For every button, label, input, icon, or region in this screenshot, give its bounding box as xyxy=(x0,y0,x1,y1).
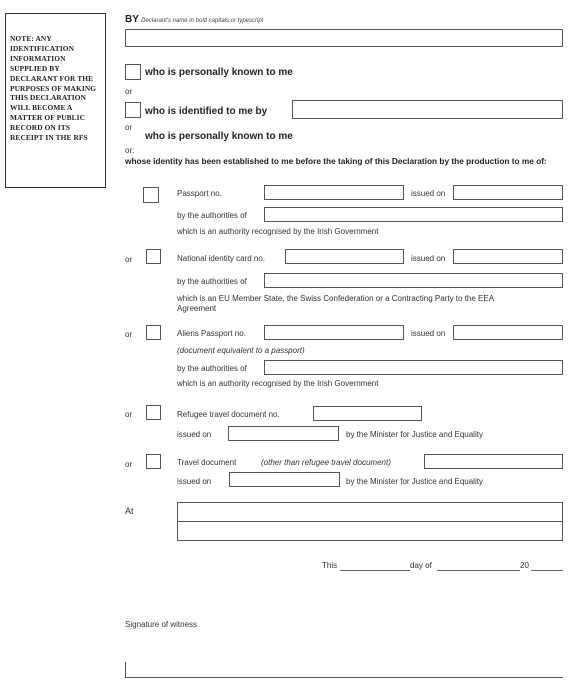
signature-witness-label: Signature of witness xyxy=(125,620,198,629)
identified-by-checkbox[interactable] xyxy=(125,102,141,118)
year-line[interactable] xyxy=(531,570,563,571)
travel-document-qualifier: (other than refugee travel document) xyxy=(261,458,391,467)
national-id-authorities-field[interactable] xyxy=(264,273,563,288)
date-year-prefix: 20 xyxy=(520,561,529,570)
day-line[interactable] xyxy=(340,570,410,571)
refugee-issued-on-field[interactable] xyxy=(228,426,339,441)
national-id-member-state-text-1: which is an EU Member State, the Swiss Confederation or a Contracting Party to the EEA xyxy=(177,294,495,303)
refugee-issued-on-label: issued on xyxy=(177,430,212,439)
refugee-number-field[interactable] xyxy=(313,406,422,421)
travel-document-checkbox[interactable] xyxy=(146,454,161,469)
aliens-passport-issued-on-label: issued on xyxy=(411,329,446,338)
by-label: BY xyxy=(125,14,139,25)
or-label-5: or xyxy=(125,410,133,419)
note-text: NOTE: ANY IDENTIFICATION INFORMATION SUPPLIED BY DECLARANT FOR THE PURPOSES OF MAKING THIS DECLARATION WILL BECOME A MATTER OF PUBLIC RECORD ON ITS RECEIPT IN THE RFS xyxy=(10,34,97,143)
national-id-issued-on-field[interactable] xyxy=(453,249,563,264)
passport-authorities-field[interactable] xyxy=(264,207,563,222)
national-id-member-state-text-2: Agreement xyxy=(177,304,217,313)
travel-document-number-field[interactable] xyxy=(424,454,563,469)
signature-line[interactable] xyxy=(125,677,563,678)
national-id-number-field[interactable] xyxy=(285,249,404,264)
travel-document-issued-on-field[interactable] xyxy=(229,472,340,487)
passport-checkbox[interactable] xyxy=(143,187,159,203)
passport-issued-on-field[interactable] xyxy=(453,185,563,200)
personally-known-label: who is personally known to me xyxy=(145,67,293,78)
aliens-passport-number-field[interactable] xyxy=(264,325,404,340)
aliens-passport-recognised-text: which is an authority recognised by the Irish Government xyxy=(177,379,379,388)
or-label-6: or xyxy=(125,460,133,469)
month-line[interactable] xyxy=(437,570,520,571)
date-this-label: This xyxy=(322,561,338,570)
passport-number-field[interactable] xyxy=(264,185,404,200)
national-id-authorities-label: by the authorities of xyxy=(177,277,247,286)
aliens-passport-authorities-field[interactable] xyxy=(264,360,563,375)
travel-document-label: Travel document xyxy=(177,458,237,467)
aliens-passport-checkbox[interactable] xyxy=(146,325,161,340)
passport-issued-on-label: issued on xyxy=(411,189,446,198)
declarant-name-field[interactable] xyxy=(125,29,563,47)
or-label-2: or xyxy=(125,123,133,132)
refugee-checkbox[interactable] xyxy=(146,405,161,420)
refugee-minister-text: by the Minister for Justice and Equality xyxy=(346,430,483,439)
refugee-label: Refugee travel document no. xyxy=(177,410,280,419)
personally-known-checkbox[interactable] xyxy=(125,64,141,80)
place-field[interactable] xyxy=(177,502,563,541)
aliens-passport-issued-on-field[interactable] xyxy=(453,325,563,340)
by-hint: Declarant's name in bold capitals or typescript xyxy=(141,18,264,24)
date-day-of-label: day of xyxy=(410,561,432,570)
national-id-issued-on-label: issued on xyxy=(411,254,446,263)
signature-line-left xyxy=(125,662,126,677)
travel-document-minister-text: by the Minister for Justice and Equality xyxy=(346,477,483,486)
personally-known-label-2: who is personally known to me xyxy=(145,131,293,142)
national-id-checkbox[interactable] xyxy=(146,249,161,264)
or-label-1: or xyxy=(125,87,133,96)
public-record-note xyxy=(5,13,106,188)
passport-label: Passport no. xyxy=(177,189,222,198)
aliens-passport-label: Aliens Passport no. xyxy=(177,329,246,338)
identified-by-label: who is identified to me by xyxy=(145,106,268,117)
at-label: At xyxy=(125,506,134,516)
aliens-passport-authorities-label: by the authorities of xyxy=(177,364,247,373)
passport-recognised-text: which is an authority recognised by the Irish Government xyxy=(177,227,379,236)
national-id-label: National identity card no. xyxy=(177,254,266,263)
by-heading xyxy=(125,14,263,25)
or-label-3: or xyxy=(125,255,133,264)
aliens-passport-equivalent-text: (document equivalent to a passport) xyxy=(177,346,305,355)
or-colon-label: or: xyxy=(125,146,135,155)
identity-established-label: whose identity has been established to me before the taking of this Declaration by the production to me of: xyxy=(125,156,547,166)
or-label-4: or xyxy=(125,330,133,339)
travel-document-issued-on-label: issued on xyxy=(177,477,212,486)
identified-by-field[interactable] xyxy=(292,100,563,119)
passport-authorities-label: by the authorities of xyxy=(177,211,247,220)
